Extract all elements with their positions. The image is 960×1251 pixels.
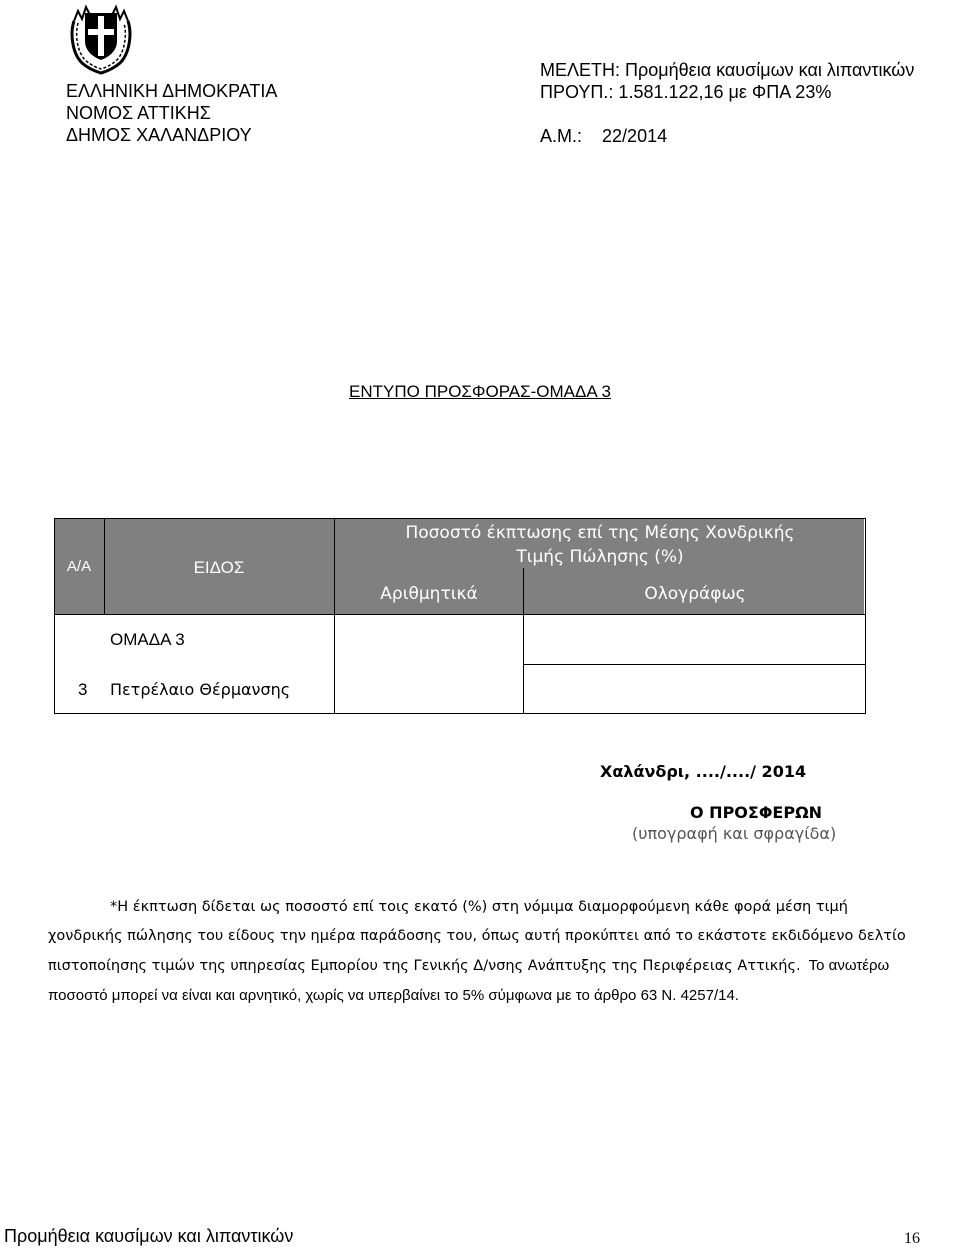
city-date: Χαλάνδρι, ..../..../ 2014 — [600, 762, 807, 781]
study-title: ΜΕΛΕΤΗ: Προμήθεια καυσίμων και λιπαντικών — [540, 60, 915, 80]
col-header-aa: Α/Α — [66, 558, 92, 575]
issuer-line-municipality: ΔΗΜΟΣ ΧΑΛΑΝΔΡΙΟΥ — [66, 125, 252, 145]
footnote-line: *Η έκπτωση δίδεται ως ποσοστό επί τοις εκατό (%) στη νόμιμα διαμορφούμενη κάθε φορά μέση τιμή — [110, 899, 848, 915]
footnote-line: πιστοποίησης τιμών της υπηρεσίας Εμπορίου της Γενικής Δ/νσης Ανάπτυξης της Περιφέρειας Αττικής. — [48, 958, 801, 974]
page-number: 16 — [904, 1230, 920, 1247]
col-header-item: ΕΙΔΟΣ — [193, 558, 245, 577]
am-label: Α.Μ.: — [540, 126, 583, 146]
footnote-line: χονδρικής πώλησης του είδους την ημέρα παράδοσης του, όπως αυτή προκύπτει από το εκάστοτε εκδιδόμενο δελτίο — [48, 928, 906, 944]
row-number: 3 — [78, 680, 88, 699]
study-budget: ΠΡΟΥΠ.: 1.581.122,16 με ΦΠΑ 23% — [540, 82, 832, 102]
offerer-label: Ο ΠΡΟΣΦΕΡΩΝ — [690, 803, 823, 822]
col-header-discount-line2: Τιμής Πώλησης (%) — [516, 547, 684, 567]
issuer-block — [66, 80, 277, 146]
divider — [54, 614, 866, 615]
issuer-line-prefecture: ΝΟΜΟΣ ΑΤΤΙΚΗΣ — [66, 103, 211, 123]
col-header-discount-line1: Ποσοστό έκπτωσης επί της Μέσης Χονδρικής — [405, 523, 795, 543]
footer-title: Προμήθεια καυσίμων και λιπαντικών — [4, 1226, 294, 1246]
greek-coat-of-arms-icon — [68, 3, 134, 75]
footnote-line: ποσοστό μπορεί να είναι και αρνητικό, χωρίς να υπερβαίνει το 5% σύμφωνα με το άρθρο 63 Ν. 4257/14. — [48, 987, 739, 1004]
issuer-line-country: ΕΛΛΗΝΙΚΗ ΔΗΜΟΚΡΑΤΙΑ — [66, 81, 278, 101]
row-item: Πετρέλαιο Θέρμανσης — [110, 680, 291, 699]
col-header-words: Ολογράφως — [644, 584, 746, 604]
form-title: ΕΝΤΥΠΟ ΠΡΟΣΦΟΡΑΣ-ΟΜΑΔΑ 3 — [349, 382, 611, 401]
group-label: ΟΜΑΔΑ 3 — [110, 630, 185, 649]
offer-table — [54, 518, 866, 714]
footnote — [48, 893, 920, 1010]
am-value: 22/2014 — [602, 126, 668, 146]
col-header-numeric: Αριθμητικά — [380, 584, 478, 604]
signature-note: (υπογραφή και σφραγίδα) — [632, 824, 837, 843]
study-block — [540, 59, 914, 103]
divider — [524, 664, 866, 665]
study-am — [540, 126, 667, 147]
footnote-line: Το ανωτέρω — [808, 957, 890, 974]
